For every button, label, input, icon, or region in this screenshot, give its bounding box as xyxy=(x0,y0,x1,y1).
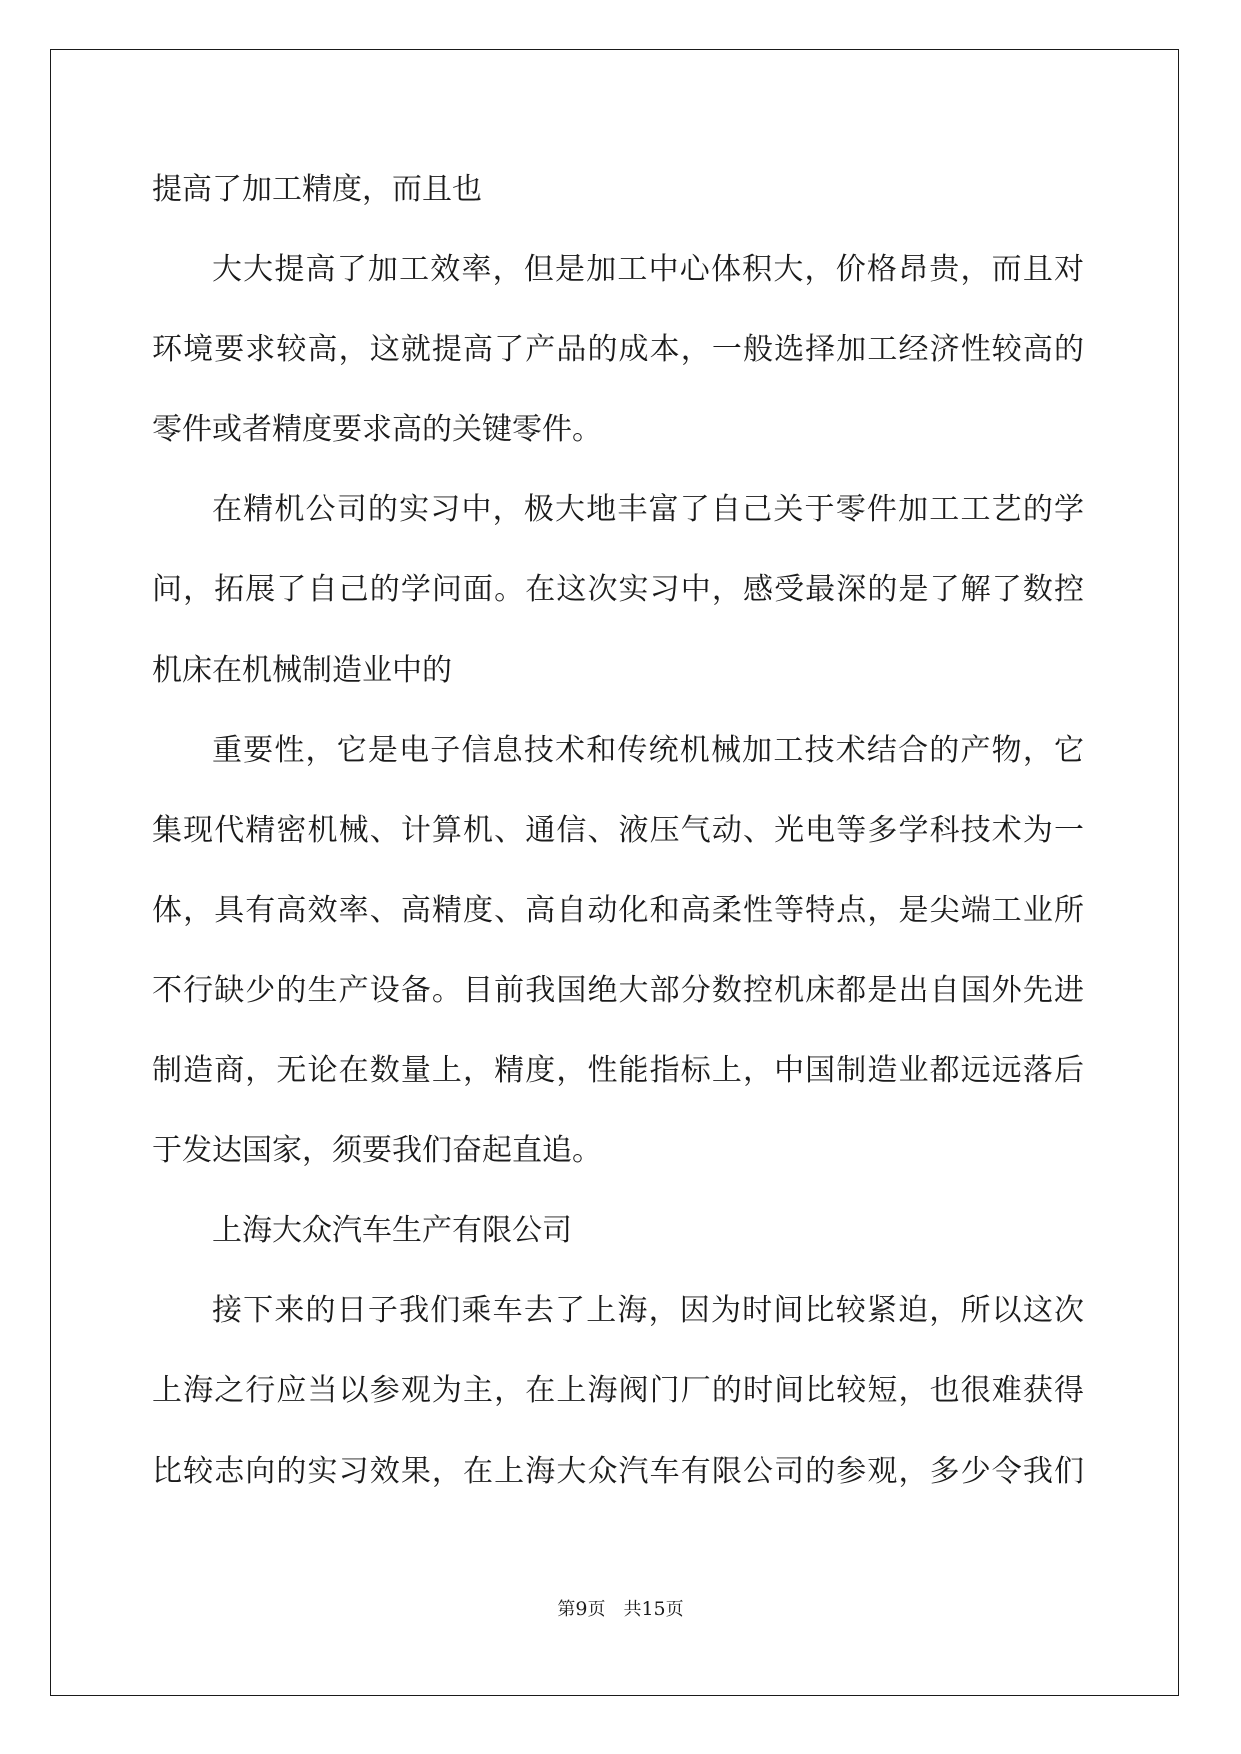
page-footer xyxy=(0,1595,1241,1621)
document-body xyxy=(152,162,1084,1524)
text-line: 提高了加工精度，而且也 xyxy=(152,172,482,207)
text-line: 上海之行应当以参观为主，在上海阀门厂的时间比较短，也很难获得 xyxy=(152,1373,1084,1409)
text-line: 上海大众汽车生产有限公司 xyxy=(212,1213,572,1249)
text-line: 在精机公司的实习中，极大地丰富了自己关于零件加工工艺的学 xyxy=(212,492,1084,528)
text-line: 大大提高了加工效率，但是加工中心体积大，价格昂贵，而且对 xyxy=(212,252,1084,288)
text-line: 比较志向的实习效果，在上海大众汽车有限公司的参观，多少令我们 xyxy=(152,1453,1084,1489)
current-page-number: 9 xyxy=(575,1598,588,1620)
total-page-count: 15 xyxy=(641,1598,666,1620)
text-line: 不行缺少的生产设备。目前我国绝大部分数控机床都是出自国外先进 xyxy=(152,972,1084,1008)
footer-prefix: 第 xyxy=(557,1599,576,1620)
text-line: 体，具有高效率、高精度、高自动化和高柔性等特点，是尖端工业所 xyxy=(152,892,1084,928)
text-line: 重要性，它是电子信息技术和传统机械加工技术结合的产物，它 xyxy=(212,732,1084,768)
text-line: 于发达国家，须要我们奋起直追。 xyxy=(152,1133,602,1169)
text-line: 机床在机械制造业中的 xyxy=(152,652,452,688)
footer-middle: 页 共 xyxy=(587,1599,642,1620)
footer-suffix: 页 xyxy=(665,1599,684,1620)
text-line: 接下来的日子我们乘车去了上海，因为时间比较紧迫，所以这次 xyxy=(212,1293,1084,1329)
text-line: 制造商，无论在数量上，精度，性能指标上，中国制造业都远远落后 xyxy=(152,1053,1084,1089)
text-line: 环境要求较高，这就提高了产品的成本，一般选择加工经济性较高的 xyxy=(152,332,1084,368)
text-line: 零件或者精度要求高的关键零件。 xyxy=(152,412,602,448)
text-line: 问，拓展了自己的学问面。在这次实习中，感受最深的是了解了数控 xyxy=(152,572,1084,608)
text-line: 集现代精密机械、计算机、通信、液压气动、光电等多学科技术为一 xyxy=(152,812,1084,848)
